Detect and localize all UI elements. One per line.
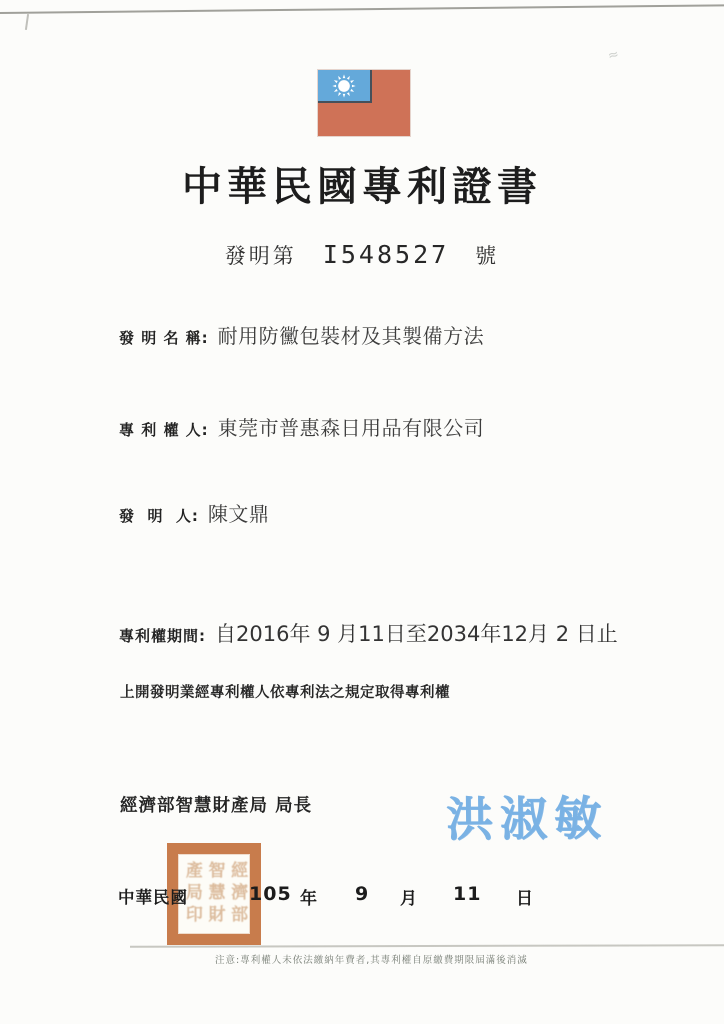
- legal-note: 上開發明業經專利權人依專利法之規定取得專利權: [120, 685, 450, 701]
- patent-term-value: 自2016年 9 月11日至2034年12月 2 日止: [215, 622, 618, 646]
- patent-term-row: [119, 618, 618, 648]
- cert-no-prefix: 發明第: [224, 244, 297, 268]
- inventor-label: 發 明 人:: [119, 507, 199, 525]
- invention-name-row: [119, 320, 484, 349]
- flag-canton: [318, 70, 372, 103]
- certificate-title: 中華民國專利證書: [182, 164, 542, 210]
- date-day: 11: [453, 883, 482, 905]
- seal-column: 產局印: [181, 861, 202, 927]
- seal-column: 智慧財: [204, 861, 225, 927]
- patent-term-label: 專利權期間:: [119, 627, 206, 645]
- cert-no-value: I548527: [322, 240, 450, 269]
- date-month-unit: 月: [400, 889, 417, 909]
- date-era: 中華民國: [118, 888, 188, 907]
- inventor-value: 陳文鼎: [207, 502, 270, 526]
- seal-column: 經濟部: [227, 861, 248, 927]
- white-sun-icon: [330, 72, 358, 100]
- director-general-signature: 洪淑敏: [445, 791, 609, 848]
- date-month: 9: [355, 883, 369, 905]
- date-year: 105: [249, 883, 292, 905]
- patentee-row: [119, 412, 484, 441]
- invention-name-value: 耐用防黴包裝材及其製備方法: [217, 324, 485, 348]
- invention-name-label: 發 明 名 稱:: [119, 329, 209, 347]
- issue-date-row: [0, 882, 724, 909]
- issuer-title: 經濟部智慧財產局 局長: [120, 796, 313, 816]
- pencil-mark: ≈: [606, 47, 620, 64]
- patentee-value: 東莞市普惠森日用品有限公司: [217, 416, 485, 440]
- cert-no-suffix: 號: [475, 244, 500, 268]
- certificate-number-line: [0, 240, 724, 270]
- scan-artifact-top-line: [0, 4, 724, 14]
- date-year-unit: 年: [300, 889, 317, 909]
- roc-flag-icon: [318, 70, 410, 136]
- footer-annual-fee-note: 注意:專利權人未依法繳納年費者,其專利權自原繳費期限屆滿後消滅: [215, 955, 528, 966]
- patentee-label: 專 利 權 人:: [119, 421, 209, 439]
- inventor-row: [119, 498, 269, 527]
- date-day-unit: 日: [516, 889, 533, 909]
- scan-artifact-tick: [25, 14, 29, 30]
